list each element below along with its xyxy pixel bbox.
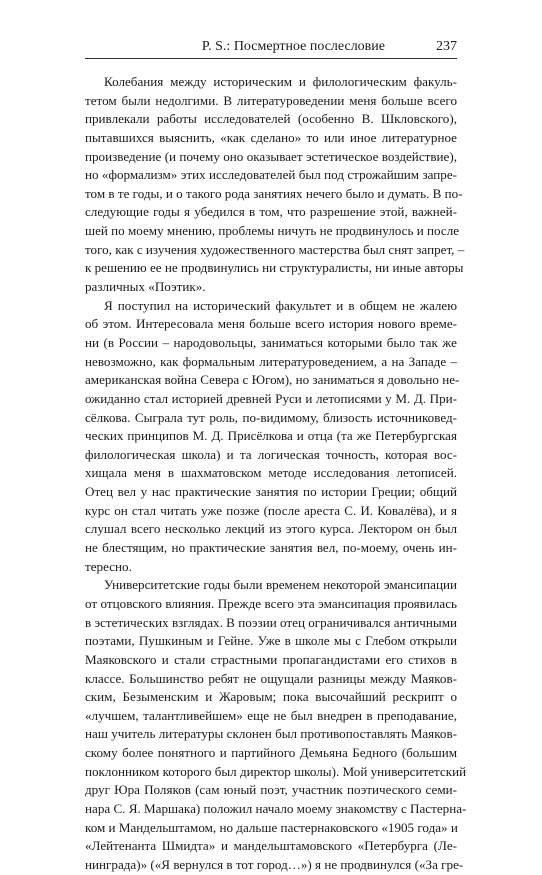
text-line: об этом. Интересовала меня больше всего история нового време- bbox=[85, 316, 457, 332]
text-line: от отцовского влияния. Прежде всего эта эмансипация проявилась bbox=[85, 595, 457, 611]
paragraph bbox=[85, 297, 460, 577]
text-line: тересно. bbox=[85, 558, 132, 574]
text-line: поклонником которого был директор школы). Мой университетский bbox=[85, 763, 467, 779]
text-line: шей по моему мнению, проблемы ничуть не продвинулось и после bbox=[85, 223, 460, 239]
text-line: но «формализм» этих исследователей был под строжайшим запре- bbox=[85, 167, 457, 183]
text-line: ским, Безыменским и Жаровым; пока высочайший рескрипт о bbox=[85, 689, 457, 705]
text-line: Отец вел у нас практические занятия по истории Греции; общий bbox=[85, 484, 457, 500]
text-line: различных «Поэтик». bbox=[85, 279, 206, 295]
text-line: сёлкова. Сыграла тут роль, по-видимому, близость источниковед- bbox=[85, 409, 457, 425]
text-line: классе. Большинство ребят не ощущали разницы между Маяков- bbox=[85, 670, 457, 686]
text-line: нинграда)» («Я вернулся в тот город…») я не продвинулся («За гре- bbox=[85, 856, 464, 872]
text-line: поэтами, Пушкиным и Гейне. Уже в школе мы с Глебом открыли bbox=[85, 633, 457, 649]
text-line: Университетские годы были временем некоторой эмансипации bbox=[104, 577, 457, 593]
text-line: том в те годы, и о такого рода занятиях нечего было и думать. В по- bbox=[85, 185, 463, 201]
body-text bbox=[85, 73, 467, 875]
text-line: в эстетических взглядах. В поэзии отец ограничивался античными bbox=[85, 614, 457, 630]
text-line: произведение (и почему оно оказывает эстетическое воздействие), bbox=[85, 148, 457, 164]
text-line: следующие годы я убедился в том, что разрешение этой, важней- bbox=[85, 204, 457, 220]
text-line: тетом были недолгими. В литературоведении меня больше всего bbox=[85, 92, 457, 108]
text-line: американская война Севера с Югом), но заниматься я довольно не- bbox=[85, 372, 460, 388]
text-line: не блестящим, но практические занятия вел, по-моему, очень ин- bbox=[85, 540, 457, 556]
text-line: слушал всего несколько лекций из этого курса. Лектором он был bbox=[85, 521, 457, 537]
paragraph bbox=[85, 576, 467, 874]
text-line: ни (в России – народовольцы, заниматься которыми было так же bbox=[85, 334, 457, 350]
running-head bbox=[85, 38, 457, 58]
text-line: к решению ее не продвинулись ни структуралисты, ни иные авторы bbox=[85, 260, 464, 276]
text-line: «лучшем, талантливейшем» еще не был внедрен в преподавание, bbox=[85, 707, 457, 723]
text-line: курс он стал читать уже позже (после ареста С. И. Ковалёва), и я bbox=[85, 502, 457, 518]
text-line: хищала меня в шахматовском методе исследования летописей. bbox=[85, 465, 457, 481]
text-line: Я поступил на исторический факультет и в общем не жалею bbox=[104, 297, 457, 313]
text-line: того, как с изучения художественного мастерства был снят запрет, – bbox=[85, 241, 465, 257]
text-line: наш учитель литературы склонен был противопоставлять Маяков- bbox=[85, 726, 457, 742]
text-line: привлекали работы исследователей (особенно В. Шкловского), bbox=[85, 111, 457, 127]
text-line: Колебания между историческим и филологическим факуль- bbox=[104, 74, 457, 89]
text-line: «Лейтенанта Шмидта» и мандельштамовского «Петербурга (Ле- bbox=[85, 838, 457, 854]
text-line: невозможно, как формальным литературоведением, а на Западе – bbox=[85, 353, 457, 369]
text-line: пытавшихся выяснить, «как сделано» то или иное литературное bbox=[85, 129, 457, 145]
text-line: филологическая школа) и та логическая точность, которая вос- bbox=[85, 446, 457, 462]
text-line: ческих принципов М. Д. Присёлкова и отца (та же Петербургская bbox=[85, 428, 457, 444]
header-rule bbox=[85, 58, 457, 59]
text-line: Маяковского и стали страстными пропагандистами его стихов в bbox=[85, 651, 457, 667]
page-number: 237 bbox=[436, 39, 457, 54]
text-line: ожиданно стал историей древней Руси и летописями у М. Д. При- bbox=[85, 390, 457, 406]
paragraph bbox=[85, 73, 465, 297]
text-line: скому более понятного и партийного Демьяна Бедного (большим bbox=[85, 745, 457, 761]
text-line: друг Юра Поляков (сам юный поэт, участник поэтического семи- bbox=[85, 782, 457, 798]
text-line: нара С. Я. Маршака) положил начало моему знакомству с Пастерна- bbox=[85, 800, 467, 816]
text-line: ком и Мандельштамом, но дальше пастернаковского «1905 года» и bbox=[85, 819, 458, 835]
running-head-title: P. S.: Посмертное послесловие bbox=[201, 39, 385, 54]
